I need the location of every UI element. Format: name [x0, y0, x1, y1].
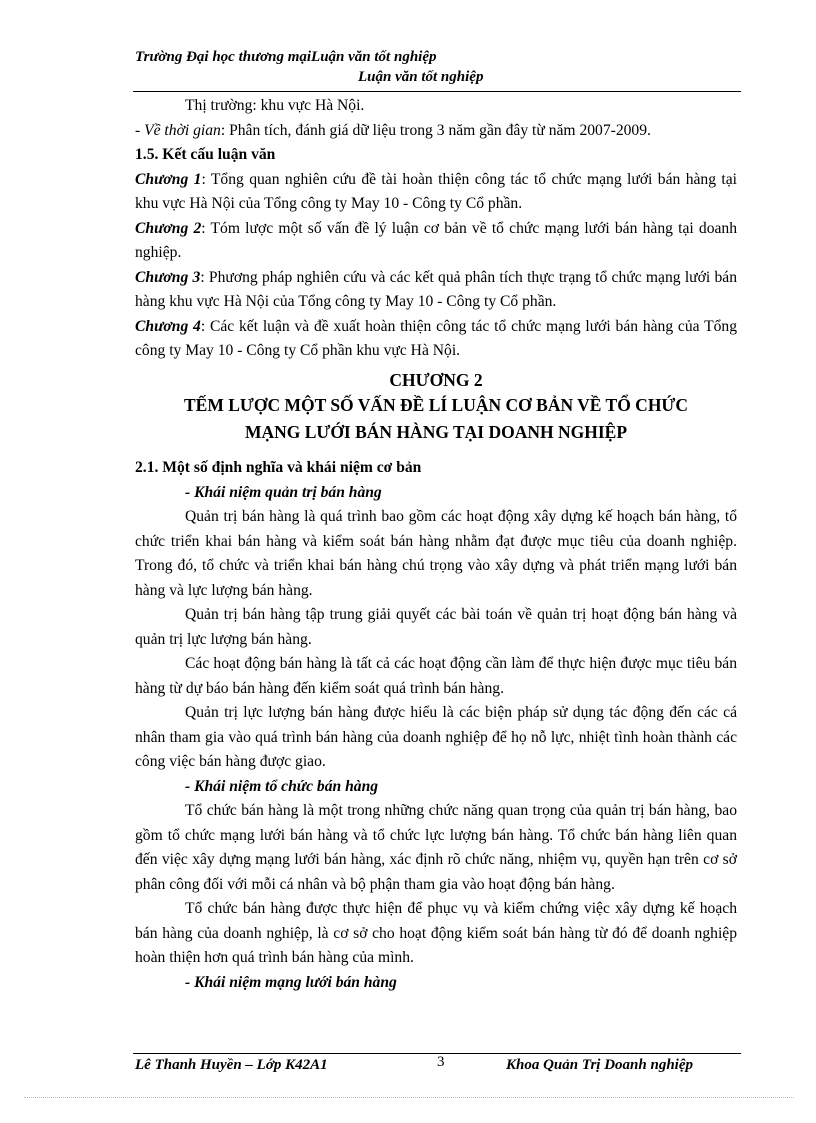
- paragraph: Quản trị bán hàng tập trung giải quyết các bài toán về quản trị hoạt động bán hàng và quản trị lực lượng bán hàng.: [135, 606, 737, 648]
- paragraph-time: - Về thời gian: Phân tích, đánh giá dữ liệu trong 3 năm gần đây từ năm 2007-2009.: [135, 121, 651, 139]
- paragraph: Quản trị bán hàng là quá trình bao gồm các hoạt động xây dựng kế hoạch bán hàng, tổ chức triển khai bán hàng và kiểm soát bán hàng nhằm đạt được mục tiêu của doanh nghiệp. Trong đó, tổ chức và triển khai bán hàng chú trọng vào xây dựng và phát triển mạng lưới bán hàng và lực lượng bán hàng.: [135, 508, 737, 599]
- section-1-5-heading: 1.5. Kết cấu luận văn: [135, 146, 276, 163]
- paragraph-market: Thị trường: khu vực Hà Nội.: [185, 97, 365, 114]
- body-text: [135, 94, 737, 995]
- chapter-title-line-2: MẠNG LƯỚI BÁN HÀNG TẠI DOANH NGHIỆP: [244, 422, 628, 442]
- header-line-1: Trường Đại học thương mạiLuận văn tốt nghiệp: [135, 49, 437, 65]
- paragraph: Tổ chức bán hàng được thực hiện để phục vụ và kiểm chứng việc xây dựng kế hoạch bán hàng của doanh nghiệp, là cơ sở cho hoạt động kiểm soát bán hàng từ đó để doanh nghiệp hoàn thiện hơn quá trình bán hàng của mình.: [135, 900, 737, 966]
- paragraph: Quản trị lực lượng bán hàng được hiểu là các biện pháp sử dụng tác động đến các cá nhân tham gia vào quá trình bán hàng của doanh nghiệp để họ nỗ lực, nhiệt tình hoàn thành các công việc bán hàng được giao.: [135, 704, 737, 770]
- chapter-2-summary: Chương 2: Tóm lược một số vấn đề lý luận cơ bản về tổ chức mạng lưới bán hàng tại doanh nghiệp.: [135, 219, 738, 261]
- chapter-3-summary: Chương 3: Phương pháp nghiên cứu và các kết quả phân tích thực trạng tổ chức mạng lưới bán hàng khu vực Hà Nội của Tổng công ty May 10 - Công ty Cổ phần.: [135, 268, 737, 310]
- page-number: 3: [437, 1054, 445, 1070]
- time-label: - Về thời gian: [135, 121, 221, 139]
- footer-author: Lê Thanh Huyền – Lớp K42A1: [135, 1057, 328, 1073]
- subheading-sales-network: - Khái niệm mạng lưới bán hàng: [185, 973, 397, 991]
- page-bottom-dotted-line: [24, 1097, 794, 1098]
- footer-department: Khoa Quản Trị Doanh nghiệp: [506, 1057, 694, 1073]
- subheading-sales-management: - Khái niệm quản trị bán hàng: [185, 483, 382, 501]
- header-rule: [133, 91, 741, 92]
- chapter-1-summary: Chương 1: Tổng quan nghiên cứu đề tài hoàn thiện công tác tổ chức mạng lưới bán hàng tại khu vực Hà Nội của Tổng công ty May 10 - Công ty Cổ phần.: [135, 170, 737, 212]
- paragraph: Tổ chức bán hàng là một trong những chức năng quan trọng của quản trị bán hàng, bao gồm tổ chức mạng lưới bán hàng và tổ chức lực lượng bán hàng. Tổ chức bán hàng liên quan đến việc xây dựng mạng lưới bán hàng, xác định rõ chức năng, nhiệm vụ, quyền hạn trên cơ sở phân công đối với mỗi cá nhân và bộ phận tham gia vào hoạt động bán hàng.: [135, 802, 737, 893]
- paragraph: Các hoạt động bán hàng là tất cả các hoạt động cần làm để thực hiện được mục tiêu bán hàng từ dự báo bán hàng đến kiểm soát quá trình bán hàng.: [135, 655, 737, 697]
- subheading-sales-organization: - Khái niệm tổ chức bán hàng: [185, 777, 379, 795]
- section-2-1-heading: 2.1. Một số định nghĩa và khái niệm cơ bản: [135, 459, 422, 476]
- header-line-2: Luận văn tốt nghiệp: [358, 69, 484, 85]
- chapter-title-line-1: TẾM LƯỢC MỘT SỐ VẤN ĐỀ LÍ LUẬN CƠ BẢN VỀ TỔ CHỨC: [184, 395, 688, 415]
- chapter-4-summary: Chương 4: Các kết luận và đề xuất hoàn thiện công tác tổ chức mạng lưới bán hàng của Tổng công ty May 10 - Công ty Cổ phần khu vực Hà Nội.: [135, 317, 737, 359]
- chapter-heading: CHƯƠNG 2: [389, 369, 483, 390]
